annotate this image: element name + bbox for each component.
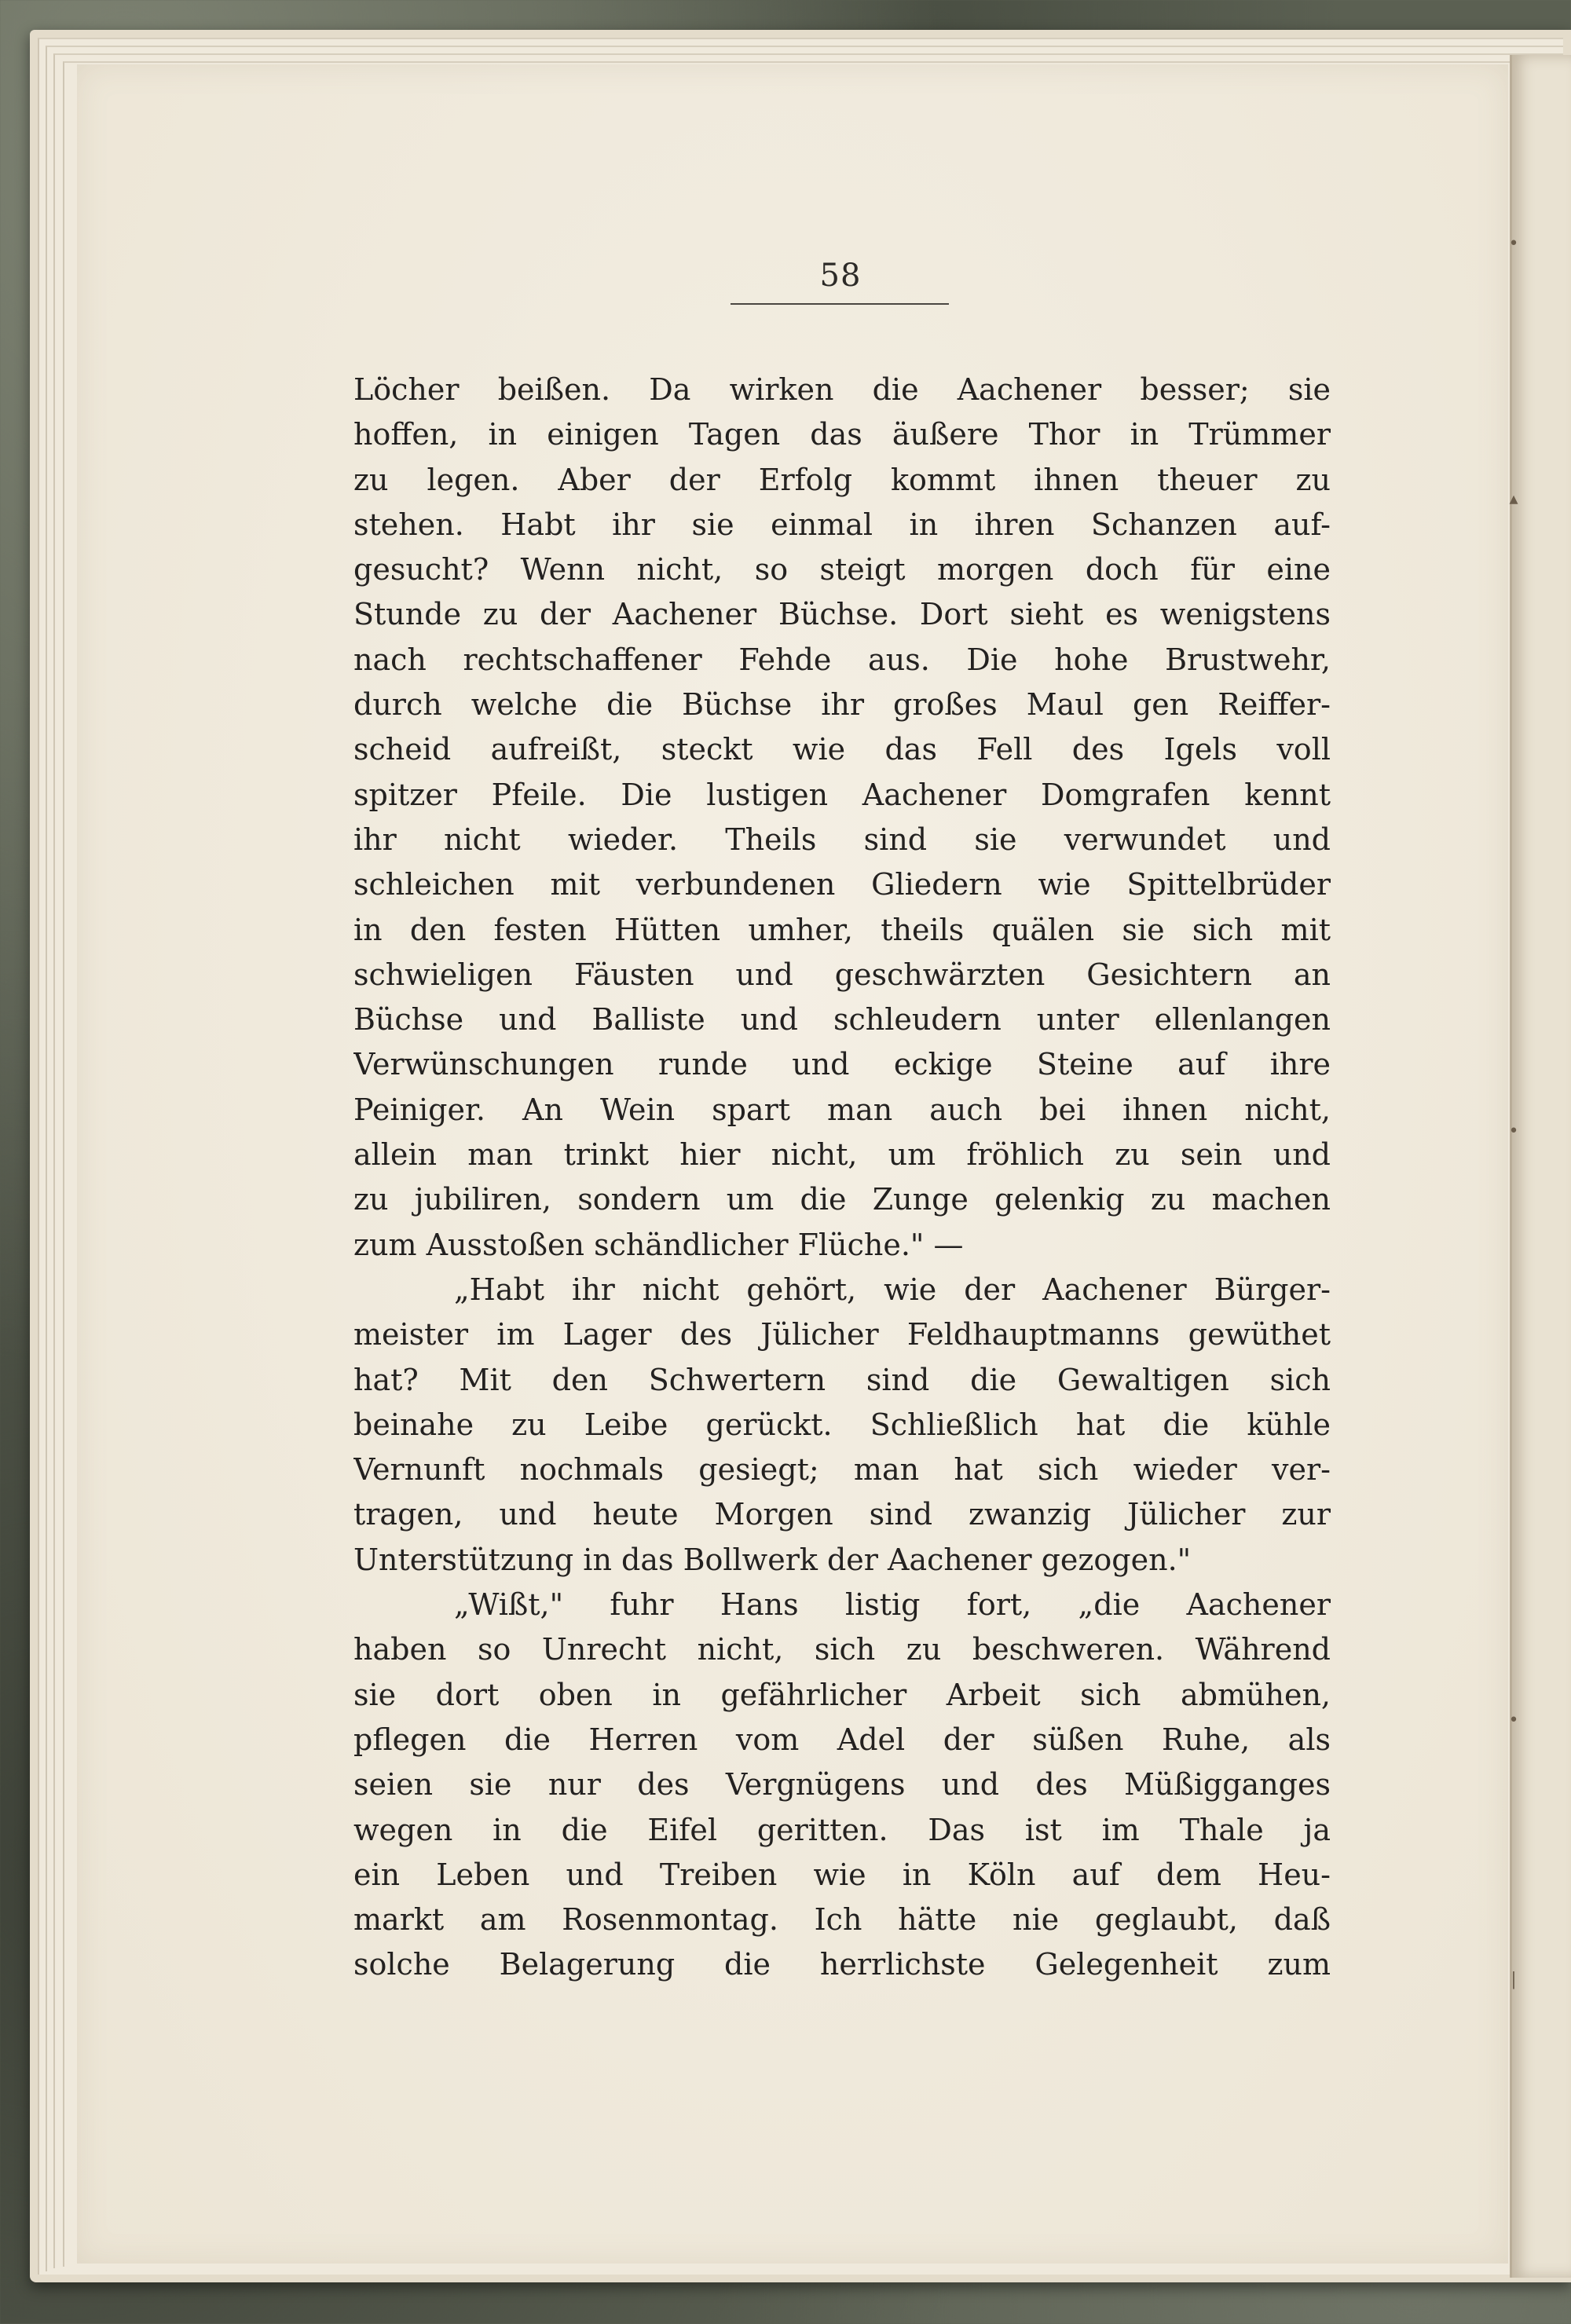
text-line: „Wißt," fuhr Hans listig fort, „die Aachener <box>454 1587 1331 1623</box>
text-line: Unterstützung in das Bollwerk der Aachener gezogen." <box>353 1542 1192 1577</box>
text-line: haben so Unrecht nicht, sich zu beschweren. Während <box>353 1632 1331 1667</box>
text-line: meister im Lager des Jülicher Feldhauptmanns gewüthet <box>353 1317 1331 1352</box>
text-line: schwieligen Fäusten und geschwärzten Gesichtern an <box>353 957 1331 992</box>
text-line: markt am Rosenmontag. Ich hätte nie geglaubt, daß <box>353 1902 1331 1938</box>
text-line: zu legen. Aber der Erfolg kommt ihnen theuer zu <box>353 462 1331 497</box>
text-line: pflegen die Herren vom Adel der süßen Ruhe, als <box>353 1722 1331 1757</box>
edge-blemish: • <box>1508 1122 1519 1141</box>
text-line: Vernunft nochmals gesiegt; man hat sich wieder ver- <box>353 1452 1331 1488</box>
text-line: wegen in die Eifel geritten. Das ist im Thale ja <box>353 1812 1331 1847</box>
text-line: stehen. Habt ihr sie einmal in ihren Schanzen auf- <box>353 507 1331 542</box>
text-line: schleichen mit verbundenen Gliedern wie Spittelbrüder <box>353 867 1331 902</box>
header-rule <box>731 303 949 305</box>
body-text <box>353 368 1331 1988</box>
text-line: ihr nicht wieder. Theils sind sie verwundet und <box>353 822 1331 857</box>
text-line: tragen, und heute Morgen sind zwanzig Jülicher zur <box>353 1497 1331 1532</box>
text-line: beinahe zu Leibe gerückt. Schließlich hat die kühle <box>353 1407 1331 1442</box>
text-line: sie dort oben in gefährlicher Arbeit sich abmühen, <box>353 1677 1331 1712</box>
text-line: hoffen, in einigen Tagen das äußere Thor in Trümmer <box>353 417 1331 452</box>
text-line: hat? Mit den Schwertern sind die Gewaltigen sich <box>353 1362 1331 1397</box>
text-line: Büchse und Balliste und schleudern unter ellenlangen <box>353 1002 1331 1038</box>
edge-blemish: ▴ <box>1509 489 1518 509</box>
text-line: ein Leben und Treiben wie in Köln auf dem Heu- <box>353 1857 1331 1892</box>
text-line: Verwünschungen runde und eckige Steine auf ihre <box>353 1047 1331 1082</box>
text-line: zum Ausstoßen schändlicher Flüche." — <box>353 1227 964 1262</box>
edge-blemish: | <box>1511 1970 1517 1989</box>
facing-page-edge <box>1510 55 1571 2278</box>
text-line: Stunde zu der Aachener Büchse. Dort sieht es wenigstens <box>353 597 1331 632</box>
text-line: Peiniger. An Wein spart man auch bei ihnen nicht, <box>353 1092 1331 1127</box>
text-line: allein man trinkt hier nicht, um fröhlich zu sein und <box>353 1137 1331 1173</box>
text-line: solche Belagerung die herrlichste Gelegenheit zum <box>353 1947 1331 1982</box>
text-line: nach rechtschaffener Fehde aus. Die hohe Brustwehr, <box>353 642 1331 677</box>
text-line: scheid aufreißt, steckt wie das Fell des Igels voll <box>353 732 1331 767</box>
text-line: Löcher beißen. Da wirken die Aachener besser; sie <box>353 372 1331 407</box>
text-line: zu jubiliren, sondern um die Zunge gelenkig zu machen <box>353 1182 1331 1217</box>
page-number: 58 <box>819 258 862 294</box>
text-line: durch welche die Büchse ihr großes Maul gen Reiffer- <box>353 687 1331 723</box>
text-line: seien sie nur des Vergnügens und des Müßigganges <box>353 1767 1331 1802</box>
text-line: „Habt ihr nicht gehört, wie der Aachener Bürger- <box>454 1272 1331 1307</box>
text-line: spitzer Pfeile. Die lustigen Aachener Domgrafen kennt <box>353 777 1331 812</box>
edge-blemish: • <box>1508 234 1519 254</box>
text-line: gesucht? Wenn nicht, so steigt morgen doch für eine <box>353 552 1331 587</box>
text-line: in den festen Hütten umher, theils quälen sie sich mit <box>353 912 1331 947</box>
edge-blemish: • <box>1508 1711 1519 1730</box>
